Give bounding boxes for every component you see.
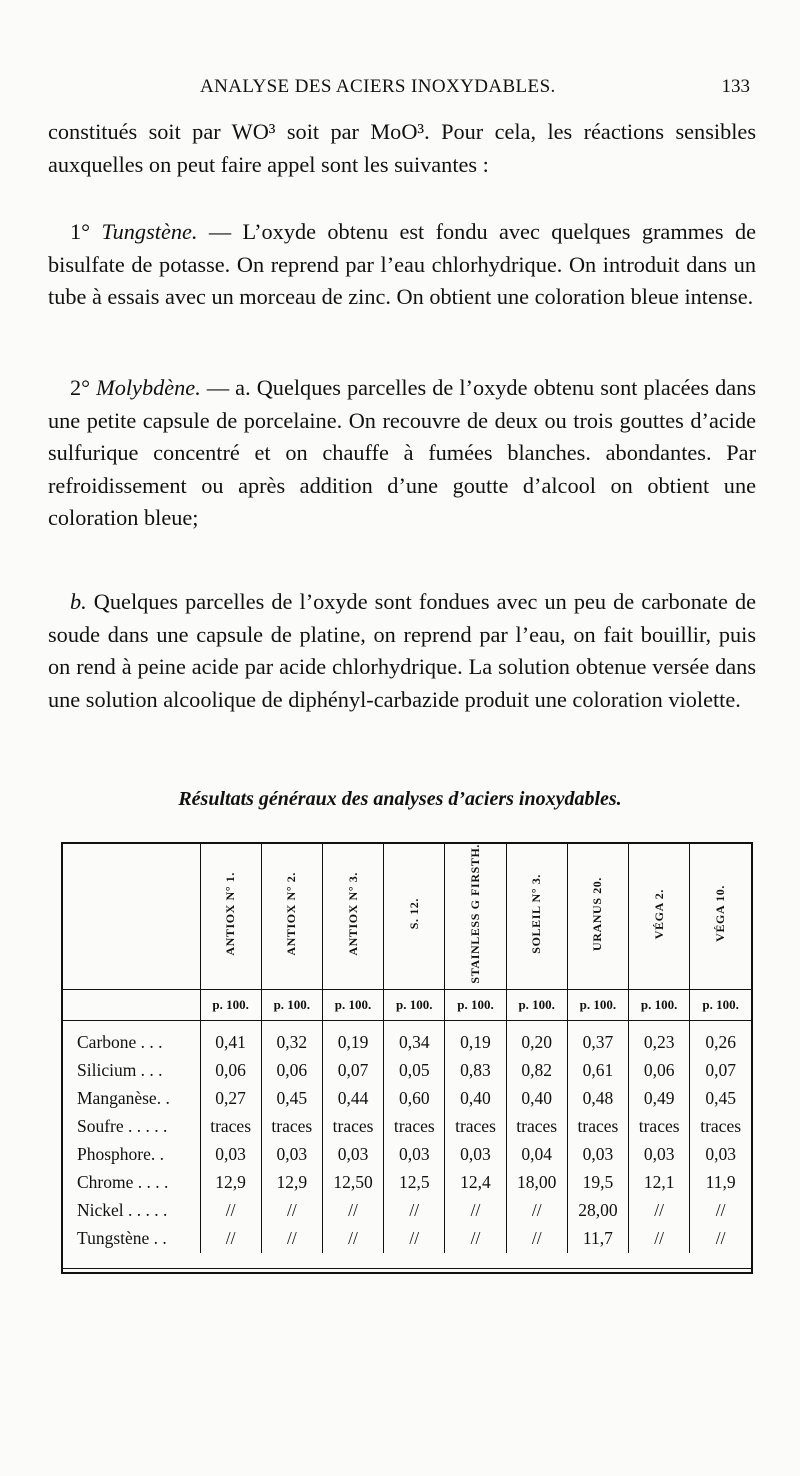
paragraph-molybdene-b <box>48 586 756 716</box>
paragraph-marker: 1° <box>70 219 91 244</box>
column-header <box>690 844 751 989</box>
table-cell: 11,7 <box>567 1225 628 1253</box>
table-cell: 28,00 <box>567 1197 628 1225</box>
table-cell: 0,27 <box>200 1085 261 1113</box>
table-row <box>63 1141 751 1169</box>
table-cell: traces <box>567 1113 628 1141</box>
unit-cell: p. 100. <box>690 989 751 1020</box>
table-cell: 0,03 <box>200 1141 261 1169</box>
table-cell: 0,06 <box>261 1057 322 1085</box>
table-cell: 18,00 <box>506 1169 567 1197</box>
unit-cell: p. 100. <box>261 989 322 1020</box>
column-header-label: S. 12. <box>406 898 421 930</box>
paragraph-tungstene <box>48 216 756 314</box>
table-cell: // <box>261 1197 322 1225</box>
table-cell: traces <box>384 1113 445 1141</box>
table-cell: traces <box>322 1113 383 1141</box>
table-cell: 0,32 <box>261 1020 322 1057</box>
table-cell: 0,82 <box>506 1057 567 1085</box>
row-label: Silicium . . . <box>77 1060 163 1081</box>
table-cell: 0,26 <box>690 1020 751 1057</box>
paragraph-intro <box>48 116 756 181</box>
table-row <box>63 1057 751 1085</box>
table-cell: // <box>629 1197 690 1225</box>
table-row <box>63 1225 751 1253</box>
table-cell: // <box>629 1225 690 1253</box>
table-cell: 0,03 <box>567 1141 628 1169</box>
table-cell: 0,07 <box>690 1057 751 1085</box>
table-cell: 0,23 <box>629 1020 690 1057</box>
table-cell: 0,04 <box>506 1141 567 1169</box>
table-cell: 0,40 <box>445 1085 506 1113</box>
paragraph-text: Quelques parcelles de l’oxyde sont fondues avec un peu de carbonate de soude dans une capsule de platine, on reprend par l’eau, on fait bouillir, puis on rend à peine acide par acide chlorhydrique. La solution obtenue versée dans une solution alcoolique de diphényl-carbazide produit une coloration violette. <box>48 589 756 712</box>
table-cell: // <box>506 1197 567 1225</box>
table-cell: 0,83 <box>445 1057 506 1085</box>
table-cell: 12,50 <box>322 1169 383 1197</box>
table-cell: traces <box>200 1113 261 1141</box>
column-header-empty <box>63 844 200 989</box>
table-cell: 12,4 <box>445 1169 506 1197</box>
table-cell: 0,20 <box>506 1020 567 1057</box>
running-title: ANALYSE DES ACIERS INOXYDABLES. <box>200 76 556 97</box>
table-row <box>63 1197 751 1225</box>
page-header <box>48 76 754 100</box>
row-label: Phosphore. . <box>77 1144 165 1165</box>
table-cell: // <box>690 1197 751 1225</box>
column-header-label: SOLEIL N° 3. <box>529 873 544 954</box>
table-row <box>63 1085 751 1113</box>
table-cell: // <box>445 1197 506 1225</box>
table-cell: 12,9 <box>200 1169 261 1197</box>
paragraph-intro-text: constitués soit par WO³ soit par MoO³. Pour cela, les réactions sensibles auxquelles on peut faire appel sont les suivantes : <box>48 119 756 177</box>
table-cell: 0,03 <box>384 1141 445 1169</box>
table-cell: 19,5 <box>567 1169 628 1197</box>
table-cell: 0,45 <box>261 1085 322 1113</box>
table-cell: // <box>690 1225 751 1253</box>
row-label: Tungstène . . <box>77 1228 167 1249</box>
paragraph-text: — a. Quelques parcelles de l’oxyde obtenu sont placées dans une petite capsule de porcelaine. On recouvre de deux ou trois gouttes d’acide sulfurique concentré et on chauffe à fumées blanches. abondantes. Par refroidissement ou après addition d’une goutte d’alcool on obtient une coloration bleue; <box>48 375 757 530</box>
unit-cell: p. 100. <box>322 989 383 1020</box>
column-header <box>200 844 261 989</box>
table-cell: 0,49 <box>629 1085 690 1113</box>
table-cell: // <box>506 1225 567 1253</box>
table-cell: // <box>322 1197 383 1225</box>
table-cell: // <box>200 1225 261 1253</box>
column-header-label: URANUS 20. <box>590 876 605 951</box>
row-label: Nickel . . . . . <box>77 1200 168 1221</box>
unit-cell: p. 100. <box>445 989 506 1020</box>
table-row <box>63 1169 751 1197</box>
paragraph-marker: 2° <box>70 375 91 400</box>
column-header-label: ANTIOX N° 2. <box>284 871 299 956</box>
table-cell: 0,48 <box>567 1085 628 1113</box>
table-cell: 12,5 <box>384 1169 445 1197</box>
column-header-label: STAINLESS G FIRSTH. <box>467 844 482 984</box>
unit-cell-empty <box>63 989 200 1020</box>
column-header <box>261 844 322 989</box>
table-cell: 0,44 <box>322 1085 383 1113</box>
column-header-label: ANTIOX N° 1. <box>223 871 238 956</box>
table-cell: 0,34 <box>384 1020 445 1057</box>
unit-cell: p. 100. <box>567 989 628 1020</box>
row-label: Chrome . . . . <box>77 1172 169 1193</box>
paragraph-heading: Molybdène. <box>96 375 201 400</box>
table-cell: 0,03 <box>690 1141 751 1169</box>
column-header-label: VÉGA 10. <box>713 885 728 943</box>
table-cell: 0,03 <box>629 1141 690 1169</box>
table-cell: // <box>384 1225 445 1253</box>
unit-cell: p. 100. <box>506 989 567 1020</box>
table-cell: 0,40 <box>506 1085 567 1113</box>
column-header <box>629 844 690 989</box>
table-cell: 0,19 <box>445 1020 506 1057</box>
table-cell: // <box>261 1225 322 1253</box>
column-header-row <box>63 844 751 989</box>
table-cell: 0,37 <box>567 1020 628 1057</box>
row-label: Carbone . . . <box>77 1032 163 1053</box>
results-table <box>63 844 751 1253</box>
unit-cell: p. 100. <box>384 989 445 1020</box>
table-cell: 11,9 <box>690 1169 751 1197</box>
table-cell: // <box>200 1197 261 1225</box>
column-header <box>384 844 445 989</box>
table-cell: 0,45 <box>690 1085 751 1113</box>
column-header-label: VÉGA 2. <box>651 888 666 939</box>
table-row <box>63 1113 751 1141</box>
table-cell: 0,06 <box>629 1057 690 1085</box>
table-cell: traces <box>261 1113 322 1141</box>
table-cell: 12,9 <box>261 1169 322 1197</box>
table-cell: 0,19 <box>322 1020 383 1057</box>
table-cell: // <box>445 1225 506 1253</box>
row-label: Soufre . . . . . <box>77 1116 168 1137</box>
table-cell: 0,03 <box>261 1141 322 1169</box>
table-cell: // <box>384 1197 445 1225</box>
table-cell: 0,07 <box>322 1057 383 1085</box>
paragraph-heading: Tungstène. <box>101 219 198 244</box>
table-cell: 0,03 <box>322 1141 383 1169</box>
table-row <box>63 1020 751 1057</box>
unit-cell: p. 100. <box>200 989 261 1020</box>
table-body <box>63 1020 751 1253</box>
table-cell: 0,06 <box>200 1057 261 1085</box>
column-header <box>506 844 567 989</box>
table-cell: 0,60 <box>384 1085 445 1113</box>
column-header-label: ANTIOX N° 3. <box>345 871 360 956</box>
table-cell: 0,61 <box>567 1057 628 1085</box>
paragraph-text: — L’oxyde obtenu est fondu avec quelques grammes de bisulfate de potasse. On reprend par l’eau chlorhydrique. On introduit dans un tube à essais avec un morceau de zinc. On obtient une coloration bleue intense. <box>48 219 757 309</box>
paragraph-molybdene <box>48 372 756 535</box>
table-cell: traces <box>690 1113 751 1141</box>
table-cell: 12,1 <box>629 1169 690 1197</box>
table-cell: traces <box>506 1113 567 1141</box>
table-caption: Résultats généraux des analyses d’aciers inoxydables. <box>178 788 622 810</box>
page-number: 133 <box>721 76 750 97</box>
table-cell: traces <box>629 1113 690 1141</box>
column-header <box>567 844 628 989</box>
unit-cell: p. 100. <box>629 989 690 1020</box>
table-cell: // <box>322 1225 383 1253</box>
row-label: Manganèse. . <box>77 1088 170 1109</box>
column-header <box>445 844 506 989</box>
column-header <box>322 844 383 989</box>
table-cell: 0,03 <box>445 1141 506 1169</box>
table-cell: 0,05 <box>384 1057 445 1085</box>
table-cell: traces <box>445 1113 506 1141</box>
paragraph-marker: b. <box>70 589 87 614</box>
results-table-frame <box>61 842 753 1274</box>
table-cell: 0,41 <box>200 1020 261 1057</box>
unit-row <box>63 989 751 1020</box>
